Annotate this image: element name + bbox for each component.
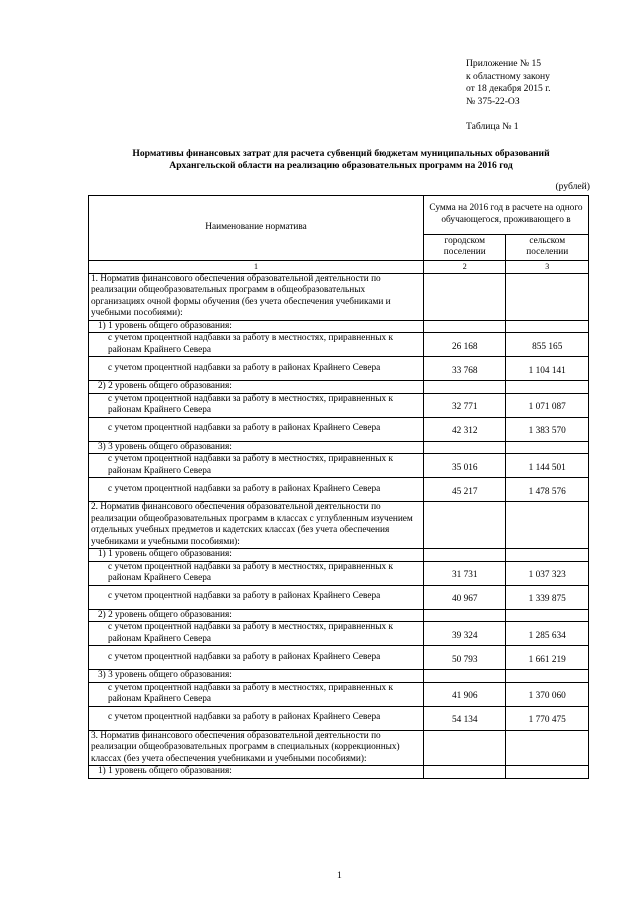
rural-value: 1 370 060 bbox=[506, 682, 589, 706]
table-row bbox=[89, 333, 589, 357]
section-row bbox=[89, 730, 589, 766]
level-label: 1) 1 уровень общего образования: bbox=[89, 320, 424, 333]
level-label: 3) 3 уровень общего образования: bbox=[89, 441, 424, 454]
empty-cell bbox=[424, 381, 506, 394]
rural-value: 1 144 501 bbox=[506, 454, 589, 478]
table-row bbox=[89, 706, 589, 730]
table-body bbox=[89, 273, 589, 778]
urban-value: 40 967 bbox=[424, 585, 506, 609]
level-row bbox=[89, 609, 589, 622]
table-row bbox=[89, 393, 589, 417]
level-label: 1) 1 уровень общего образования: bbox=[89, 549, 424, 562]
rural-value: 1 071 087 bbox=[506, 393, 589, 417]
appendix-block bbox=[466, 58, 551, 134]
item-label: с учетом процентной надбавки за работу в районах Крайнего Севера bbox=[89, 417, 424, 441]
item-label: с учетом процентной надбавки за работу в районах Крайнего Севера bbox=[89, 646, 424, 670]
rural-value: 1 478 576 bbox=[506, 478, 589, 502]
urban-value: 42 312 bbox=[424, 417, 506, 441]
empty-cell bbox=[424, 502, 506, 549]
item-label: с учетом процентной надбавки за работу в местностях, приравненных к районам Крайнего Севера bbox=[89, 561, 424, 585]
header-urban: городском поселении bbox=[424, 234, 506, 260]
level-label: 3) 3 уровень общего образования: bbox=[89, 670, 424, 683]
table-number: Таблица № 1 bbox=[466, 121, 519, 133]
section-row bbox=[89, 273, 589, 320]
item-label: с учетом процентной надбавки за работу в местностях, приравненных к районам Крайнего Севера bbox=[89, 454, 424, 478]
level-row bbox=[89, 766, 589, 779]
empty-cell bbox=[506, 730, 589, 766]
item-label: с учетом процентной надбавки за работу в районах Крайнего Севера bbox=[89, 706, 424, 730]
column-number: 3 bbox=[506, 261, 589, 274]
urban-value: 26 168 bbox=[424, 333, 506, 357]
header-name: Наименование норматива bbox=[89, 196, 424, 261]
item-label: с учетом процентной надбавки за работу в местностях, приравненных к районам Крайнего Севера bbox=[89, 333, 424, 357]
section-row bbox=[89, 502, 589, 549]
empty-cell bbox=[424, 549, 506, 562]
item-label: с учетом процентной надбавки за работу в районах Крайнего Севера bbox=[89, 585, 424, 609]
section-title: 2. Норматив финансового обеспечения образовательной деятельности по реализации общеобразовательных программ в классах с углубленным изучением отдельных учебных предметов и кадетских классах (без учета обеспечения учебниками и учебными пособиями): bbox=[89, 502, 424, 549]
column-number: 2 bbox=[424, 261, 506, 274]
urban-value: 31 731 bbox=[424, 561, 506, 585]
table-row bbox=[89, 478, 589, 502]
norms-table bbox=[88, 195, 589, 779]
empty-cell bbox=[424, 320, 506, 333]
level-row bbox=[89, 381, 589, 394]
level-row bbox=[89, 320, 589, 333]
section-title: 3. Норматив финансового обеспечения образовательной деятельности по реализации общеобразовательных программ в специальных (коррекционных) классах (без учета обеспечения учебниками и учебными пособиями): bbox=[89, 730, 424, 766]
urban-value: 41 906 bbox=[424, 682, 506, 706]
header-rural: сельском поселении bbox=[506, 234, 589, 260]
level-row bbox=[89, 549, 589, 562]
empty-cell bbox=[506, 549, 589, 562]
level-label: 2) 2 уровень общего образования: bbox=[89, 609, 424, 622]
table-row bbox=[89, 646, 589, 670]
table-row bbox=[89, 561, 589, 585]
empty-cell bbox=[506, 441, 589, 454]
item-label: с учетом процентной надбавки за работу в районах Крайнего Севера bbox=[89, 357, 424, 381]
empty-cell bbox=[424, 730, 506, 766]
level-row bbox=[89, 441, 589, 454]
empty-cell bbox=[506, 273, 589, 320]
urban-value: 32 771 bbox=[424, 393, 506, 417]
empty-cell bbox=[506, 320, 589, 333]
empty-cell bbox=[506, 502, 589, 549]
urban-value: 39 324 bbox=[424, 622, 506, 646]
document-title bbox=[96, 148, 586, 172]
appendix-line: № 375-22-ОЗ bbox=[466, 95, 520, 107]
empty-cell bbox=[506, 609, 589, 622]
urban-value: 45 217 bbox=[424, 478, 506, 502]
empty-cell bbox=[424, 609, 506, 622]
level-label: 2) 2 уровень общего образования: bbox=[89, 381, 424, 394]
rural-value: 1 104 141 bbox=[506, 357, 589, 381]
item-label: с учетом процентной надбавки за работу в местностях, приравненных к районам Крайнего Севера bbox=[89, 682, 424, 706]
empty-cell bbox=[506, 381, 589, 394]
title-line: Архангельской области на реализацию образовательных программ на 2016 год bbox=[169, 160, 513, 172]
rural-value: 1 770 475 bbox=[506, 706, 589, 730]
table-row bbox=[89, 417, 589, 441]
section-title: 1. Норматив финансового обеспечения образовательной деятельности по реализации общеобразовательных программ в общеобразовательных организациях очной формы обучения (без учета обеспечения учебниками и учебными пособиями): bbox=[89, 273, 424, 320]
empty-cell bbox=[424, 670, 506, 683]
rural-value: 1 037 323 bbox=[506, 561, 589, 585]
item-label: с учетом процентной надбавки за работу в местностях, приравненных к районам Крайнего Севера bbox=[89, 622, 424, 646]
rural-value: 1 285 634 bbox=[506, 622, 589, 646]
page-number: 1 bbox=[337, 870, 342, 881]
empty-cell bbox=[424, 273, 506, 320]
level-row bbox=[89, 670, 589, 683]
rural-value: 855 165 bbox=[506, 333, 589, 357]
empty-cell bbox=[506, 766, 589, 779]
empty-cell bbox=[424, 766, 506, 779]
urban-value: 50 793 bbox=[424, 646, 506, 670]
empty-cell bbox=[424, 441, 506, 454]
urban-value: 33 768 bbox=[424, 357, 506, 381]
table-row bbox=[89, 585, 589, 609]
units-label: (рублей) bbox=[555, 181, 590, 192]
urban-value: 54 134 bbox=[424, 706, 506, 730]
rural-value: 1 661 219 bbox=[506, 646, 589, 670]
appendix-line: к областному закону bbox=[466, 70, 550, 82]
item-label: с учетом процентной надбавки за работу в районах Крайнего Севера bbox=[89, 478, 424, 502]
header-sum: Сумма на 2016 год в расчете на одного обучающегося, проживающего в bbox=[424, 196, 589, 235]
appendix-line: от 18 декабря 2015 г. bbox=[466, 83, 551, 95]
table-row bbox=[89, 622, 589, 646]
item-label: с учетом процентной надбавки за работу в местностях, приравненных к районам Крайнего Севера bbox=[89, 393, 424, 417]
level-label: 1) 1 уровень общего образования: bbox=[89, 766, 424, 779]
rural-value: 1 383 570 bbox=[506, 417, 589, 441]
table-row bbox=[89, 454, 589, 478]
appendix-line: Приложение № 15 bbox=[466, 58, 542, 69]
column-number: 1 bbox=[89, 261, 424, 274]
title-line: Нормативы финансовых затрат для расчета субвенций бюджетам муниципальных образований bbox=[132, 148, 550, 159]
table-row bbox=[89, 357, 589, 381]
table-row bbox=[89, 682, 589, 706]
urban-value: 35 016 bbox=[424, 454, 506, 478]
empty-cell bbox=[506, 670, 589, 683]
rural-value: 1 339 875 bbox=[506, 585, 589, 609]
